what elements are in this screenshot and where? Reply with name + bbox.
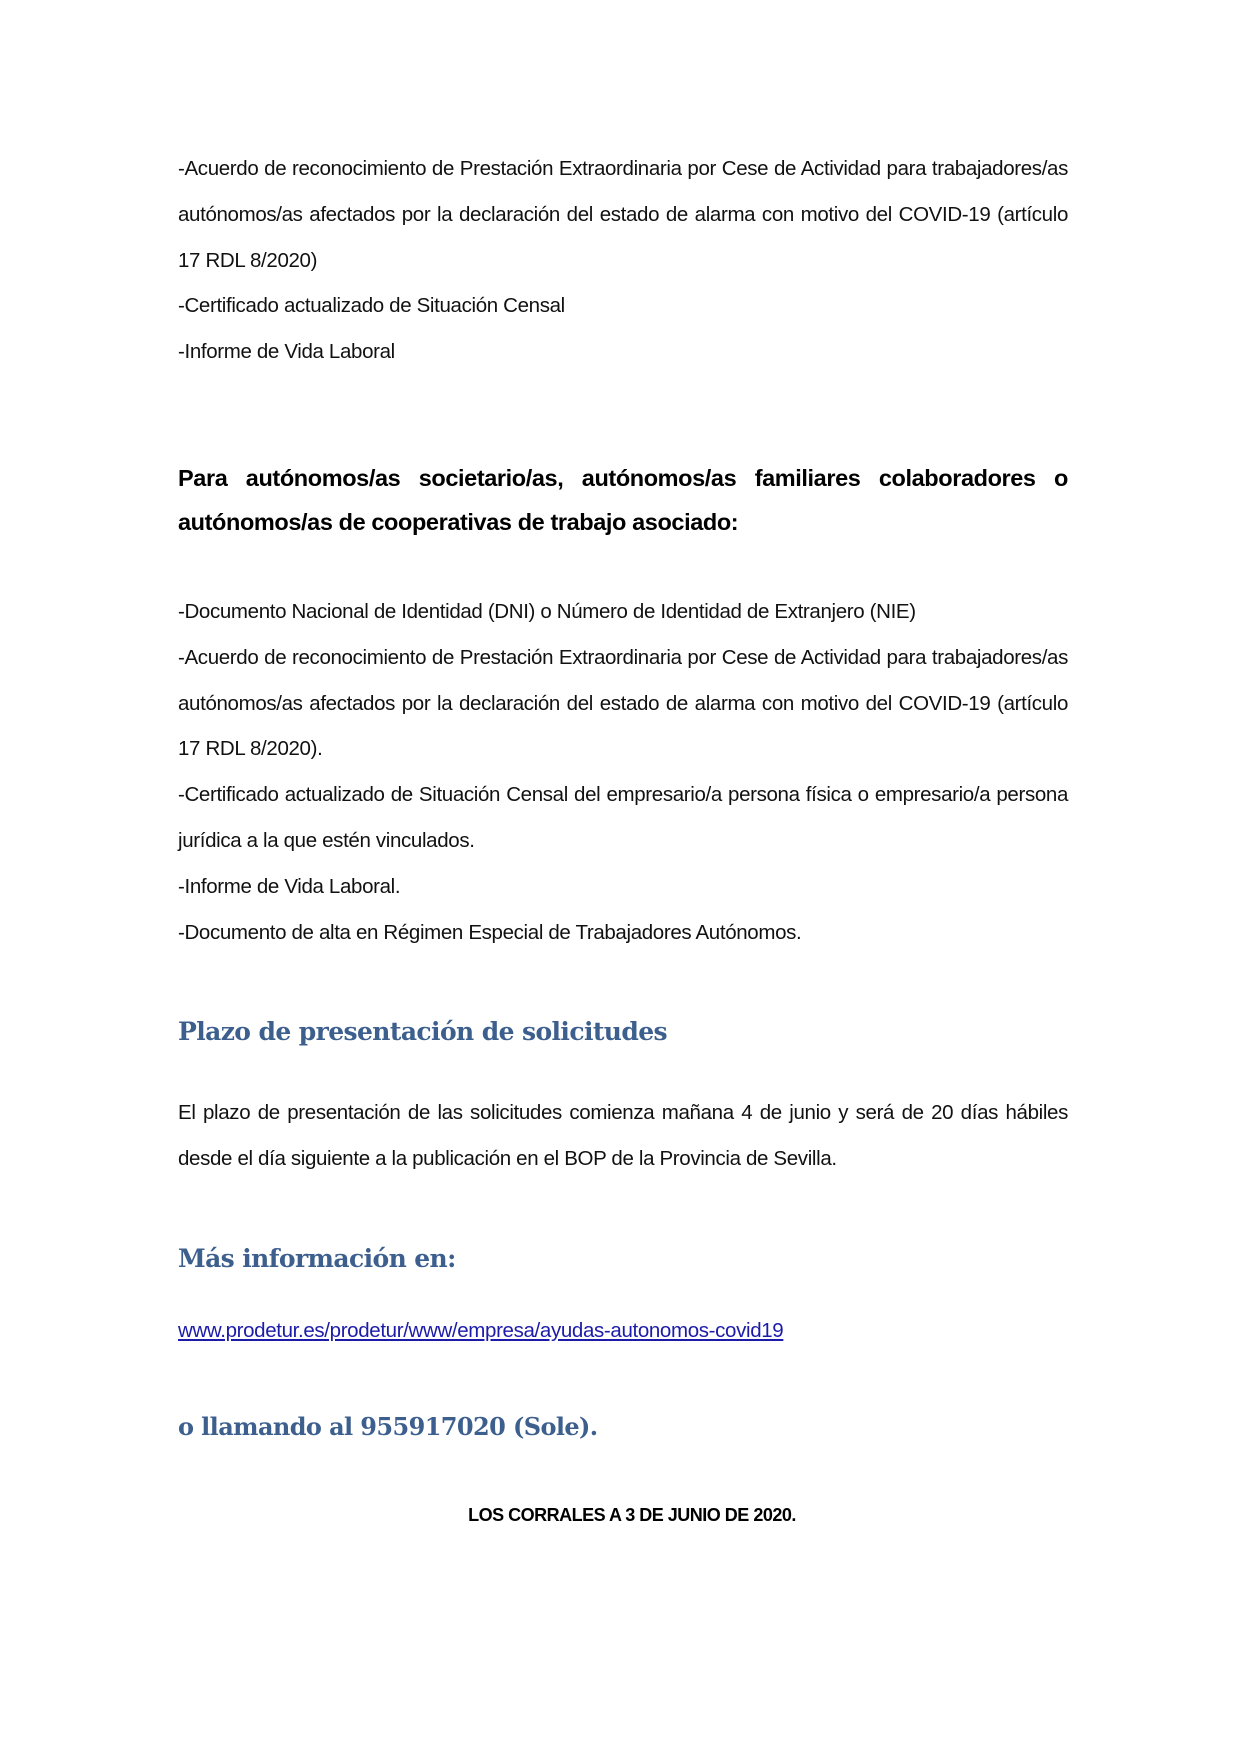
closing-date: LOS CORRALES A 3 DE JUNIO DE 2020.	[468, 1505, 796, 1525]
phone-contact: o llamando al 955917020 (Sole).	[178, 1412, 598, 1441]
acuerdo-item: -Acuerdo de reconocimiento de Prestación Extraordinaria por Cese de Actividad para trabajadores/as autónomos/as afectados por la declaración del estado de alarma con motivo del COVID-19 (artículo 17 RDL 8/2020).	[178, 645, 1068, 761]
dni-item: -Documento Nacional de Identidad (DNI) o Número de Identidad de Extranjero (NIE)	[178, 600, 916, 623]
informe-item: -Informe de Vida Laboral.	[178, 874, 401, 898]
societarios-heading: Para autónomos/as societario/as, autónomos/as familiares colaboradores o autónomos/as de cooperativas de trabajo asociado:	[178, 465, 1068, 535]
alta-item: -Documento de alta en Régimen Especial de Trabajadores Autónomos.	[178, 920, 802, 944]
prodetur-link[interactable]: www.prodetur.es/prodetur/www/empresa/ayudas-autonomos-covid19	[178, 1319, 784, 1342]
requirements-list-societarios	[178, 589, 1068, 955]
plazo-heading: Plazo de presentación de solicitudes	[178, 1017, 668, 1046]
plazo-section	[178, 1090, 1068, 1182]
plazo-text: El plazo de presentación de las solicitudes comienza mañana 4 de junio y será de 20 días hábiles desde el día siguiente a la publicación en el BOP de la Provincia de Sevilla.	[178, 1101, 1068, 1170]
certificado-item: -Certificado actualizado de Situación Censal	[178, 294, 565, 318]
certificado-item: -Certificado actualizado de Situación Censal del empresario/a persona física o empresario/a persona jurídica a la que estén vinculados.	[178, 783, 1068, 852]
acuerdo-item: -Acuerdo de reconocimiento de Prestación Extraordinaria por Cese de Actividad para trabajadores/as autónomos/as afectados por la declaración del estado de alarma con motivo del COVID-19 (artículo 17 RDL 8/2020)	[178, 157, 1068, 272]
informe-item: -Informe de Vida Laboral	[178, 340, 395, 364]
requirements-list-individual	[178, 146, 1068, 375]
more-info-heading: Más información en:	[178, 1244, 456, 1273]
